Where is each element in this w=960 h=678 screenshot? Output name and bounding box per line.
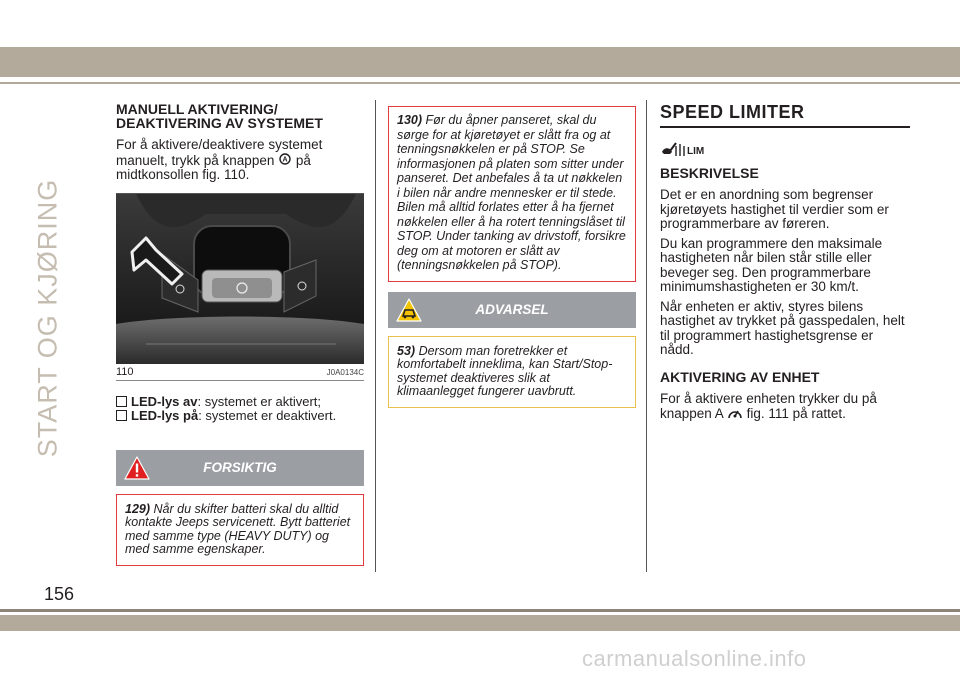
caution-box <box>116 494 364 566</box>
auto-off-icon <box>278 153 292 167</box>
svg-text:A: A <box>282 156 288 163</box>
subheading-activation: AKTIVERING AV ENHET <box>660 368 820 385</box>
caution-number: 129) <box>125 501 151 516</box>
warning-text: Dersom man foretrekker et komfortabelt inneklima, kan Start/Stop-systemet deaktiveres slik at klimaanlegget fungerer uavbrutt. <box>397 343 613 398</box>
description-paragraph-2: Du kan programmere den maksimale hastigheten når bilen står stille eller beveger seg. Den programmerbare minimumshastigheten er 30 km/t. <box>660 235 883 294</box>
middle-column <box>388 106 636 408</box>
checkbox-bullet-icon <box>116 410 127 421</box>
intro-paragraph <box>116 138 364 183</box>
footer-band <box>0 615 960 631</box>
footer-rule <box>0 609 960 612</box>
description-paragraph-1: Det er en anordning som begrenser kjøretøyets hastighet til verdier som er programmerbare av føreren. <box>660 187 889 231</box>
bullet-term: LED-lys av <box>131 393 198 409</box>
subheading-description: BESKRIVELSE <box>660 165 759 181</box>
figure-caption <box>116 366 364 381</box>
warning-title: ADVARSEL <box>475 302 549 317</box>
hood-warning-icon <box>396 297 422 323</box>
column-divider-right <box>646 100 647 572</box>
note-text: Før du åpner panseret, skal du sørge for at kjøretøyet er slått fra og at tenningsnøkkelen er på STOP. Se informasjonen på platen som sitter under panseret. Det anbefales å ta ut nøkkelen i bilen når andre mennesker er til stede. Bilen må alltid forlates etter å ha fjernet nøkkelen eller å ha rotert tenningslåset til STOP. Under tanking av drivstoff, forsikre deg om at motoren er slått av (tenningsnøkkelen på STOP). <box>397 113 626 272</box>
right-column <box>660 102 910 422</box>
section-heading-manual: MANUELL AKTIVERING/ DEAKTIVERING AV SYSTEMET <box>116 101 323 131</box>
header-band <box>0 47 960 77</box>
activation-text-a: For å aktivere enheten trykker du på knappen A <box>660 390 877 421</box>
page-number: 156 <box>44 584 75 604</box>
svg-text:LIM: LIM <box>687 146 705 157</box>
left-column <box>116 102 364 566</box>
caution-header <box>116 450 364 486</box>
intro-text-a: For å aktivere/deaktivere systemet manuelt, trykk på knappen <box>116 137 323 168</box>
figure-code: J0A0134C <box>326 367 364 377</box>
activation-text-b: fig. 111 på rattet. <box>746 406 846 421</box>
header-rule <box>0 82 960 84</box>
warning-number: 53) <box>397 343 416 358</box>
bullet-text: : systemet er deaktivert. <box>198 408 337 423</box>
led-status-list <box>116 395 364 424</box>
bullet-term: LED-lys på <box>131 408 199 423</box>
note-number: 130) <box>397 113 423 127</box>
side-tab <box>32 178 63 458</box>
list-item <box>116 395 364 410</box>
caution-text: Når du skifter batteri skal du alltid kontakte Jeeps servicenett. Bytt batteriet med samme type (HEAVY DUTY) og med samme egenskaper. <box>125 501 351 556</box>
speed-limiter-icon <box>660 138 705 158</box>
watermark: carmanualsonline.info <box>582 646 807 671</box>
caution-box-continued <box>388 106 636 282</box>
figure-110-console-photo <box>116 193 364 364</box>
list-item <box>116 409 364 424</box>
intro-text-b: på midtkonsollen fig. 110. <box>116 152 311 182</box>
section-heading-speed-limiter: SPEED LIMITER <box>660 102 910 128</box>
bullet-text: : systemet er aktivert; <box>197 393 322 409</box>
caution-title: FORSIKTIG <box>203 460 277 475</box>
warning-box <box>388 336 636 408</box>
column-divider-left <box>375 100 376 572</box>
speed-limiter-icon-row <box>660 138 910 158</box>
activation-paragraph <box>660 392 910 422</box>
figure-number: 110 <box>116 365 134 378</box>
speedometer-icon <box>727 406 743 420</box>
checkbox-bullet-icon <box>116 396 127 407</box>
description-paragraph-3: Når enheten er aktiv, styres bilens hastighet av trykket på gasspedalen, helt til programmert hastighetsgrense er nådd. <box>660 298 905 357</box>
warning-triangle-icon <box>124 455 150 481</box>
side-tab-label: START OG KJØRING <box>32 178 63 458</box>
warning-header <box>388 292 636 328</box>
